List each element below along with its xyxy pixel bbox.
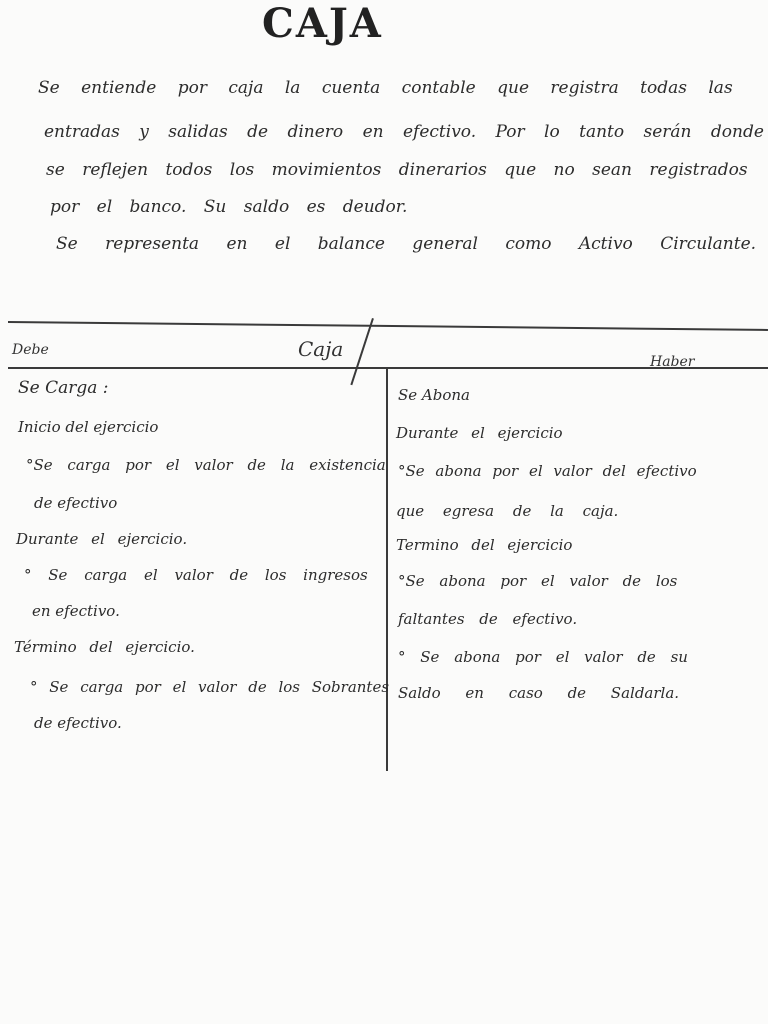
debe-entry: Se Carga : — [18, 378, 109, 398]
haber-entry: Durante el ejercicio — [396, 424, 563, 442]
debe-entry: de efectivo. — [34, 714, 122, 732]
intro-line: entradas y salidas de dinero en efectivo. Por lo tanto serán donde — [44, 122, 764, 142]
haber-entry: que egresa de la caja. — [396, 502, 619, 520]
debe-entry: en efectivo. — [32, 602, 120, 620]
debe-entry: Inicio del ejercicio — [18, 418, 159, 436]
debe-entry: de efectivo — [34, 494, 118, 512]
haber-entry: Se Abona — [398, 386, 470, 404]
debe-entry: Término del ejercicio. — [14, 638, 195, 656]
haber-label: Haber — [650, 354, 695, 370]
haber-entry: ° Se abona por el valor de su — [398, 648, 688, 666]
intro-line: se reflejen todos los movimientos dinerarios que no sean registrados — [46, 160, 748, 180]
haber-entry: °Se abona por el valor de los — [398, 572, 678, 590]
debe-entry: °Se carga por el valor de la existencia — [26, 456, 386, 474]
debe-entry: ° Se carga el valor de los ingresos — [24, 566, 368, 584]
intro-line: Se entiende por caja la cuenta contable que registra todas las — [38, 78, 733, 98]
page-title: CAJA — [262, 0, 383, 47]
haber-entry: faltantes de efectivo. — [398, 610, 578, 628]
caja-label: Caja — [298, 337, 344, 361]
debe-entry: ° Se carga por el valor de los Sobrantes — [30, 678, 390, 696]
debe-label: Debe — [12, 342, 49, 358]
intro-line: Se representa en el balance general como Activo Circulante. — [56, 234, 757, 254]
t-account-top-rule — [8, 321, 768, 331]
header-slash-mark — [350, 318, 374, 385]
intro-line: por el banco. Su saldo es deudor. — [50, 197, 408, 217]
haber-entry: Saldo en caso de Saldarla. — [398, 684, 680, 702]
t-account-divider — [386, 369, 388, 771]
haber-entry: Termino del ejercicio — [396, 536, 573, 554]
debe-entry: Durante el ejercicio. — [16, 530, 188, 548]
haber-entry: °Se abona por el valor del efectivo — [398, 462, 697, 480]
